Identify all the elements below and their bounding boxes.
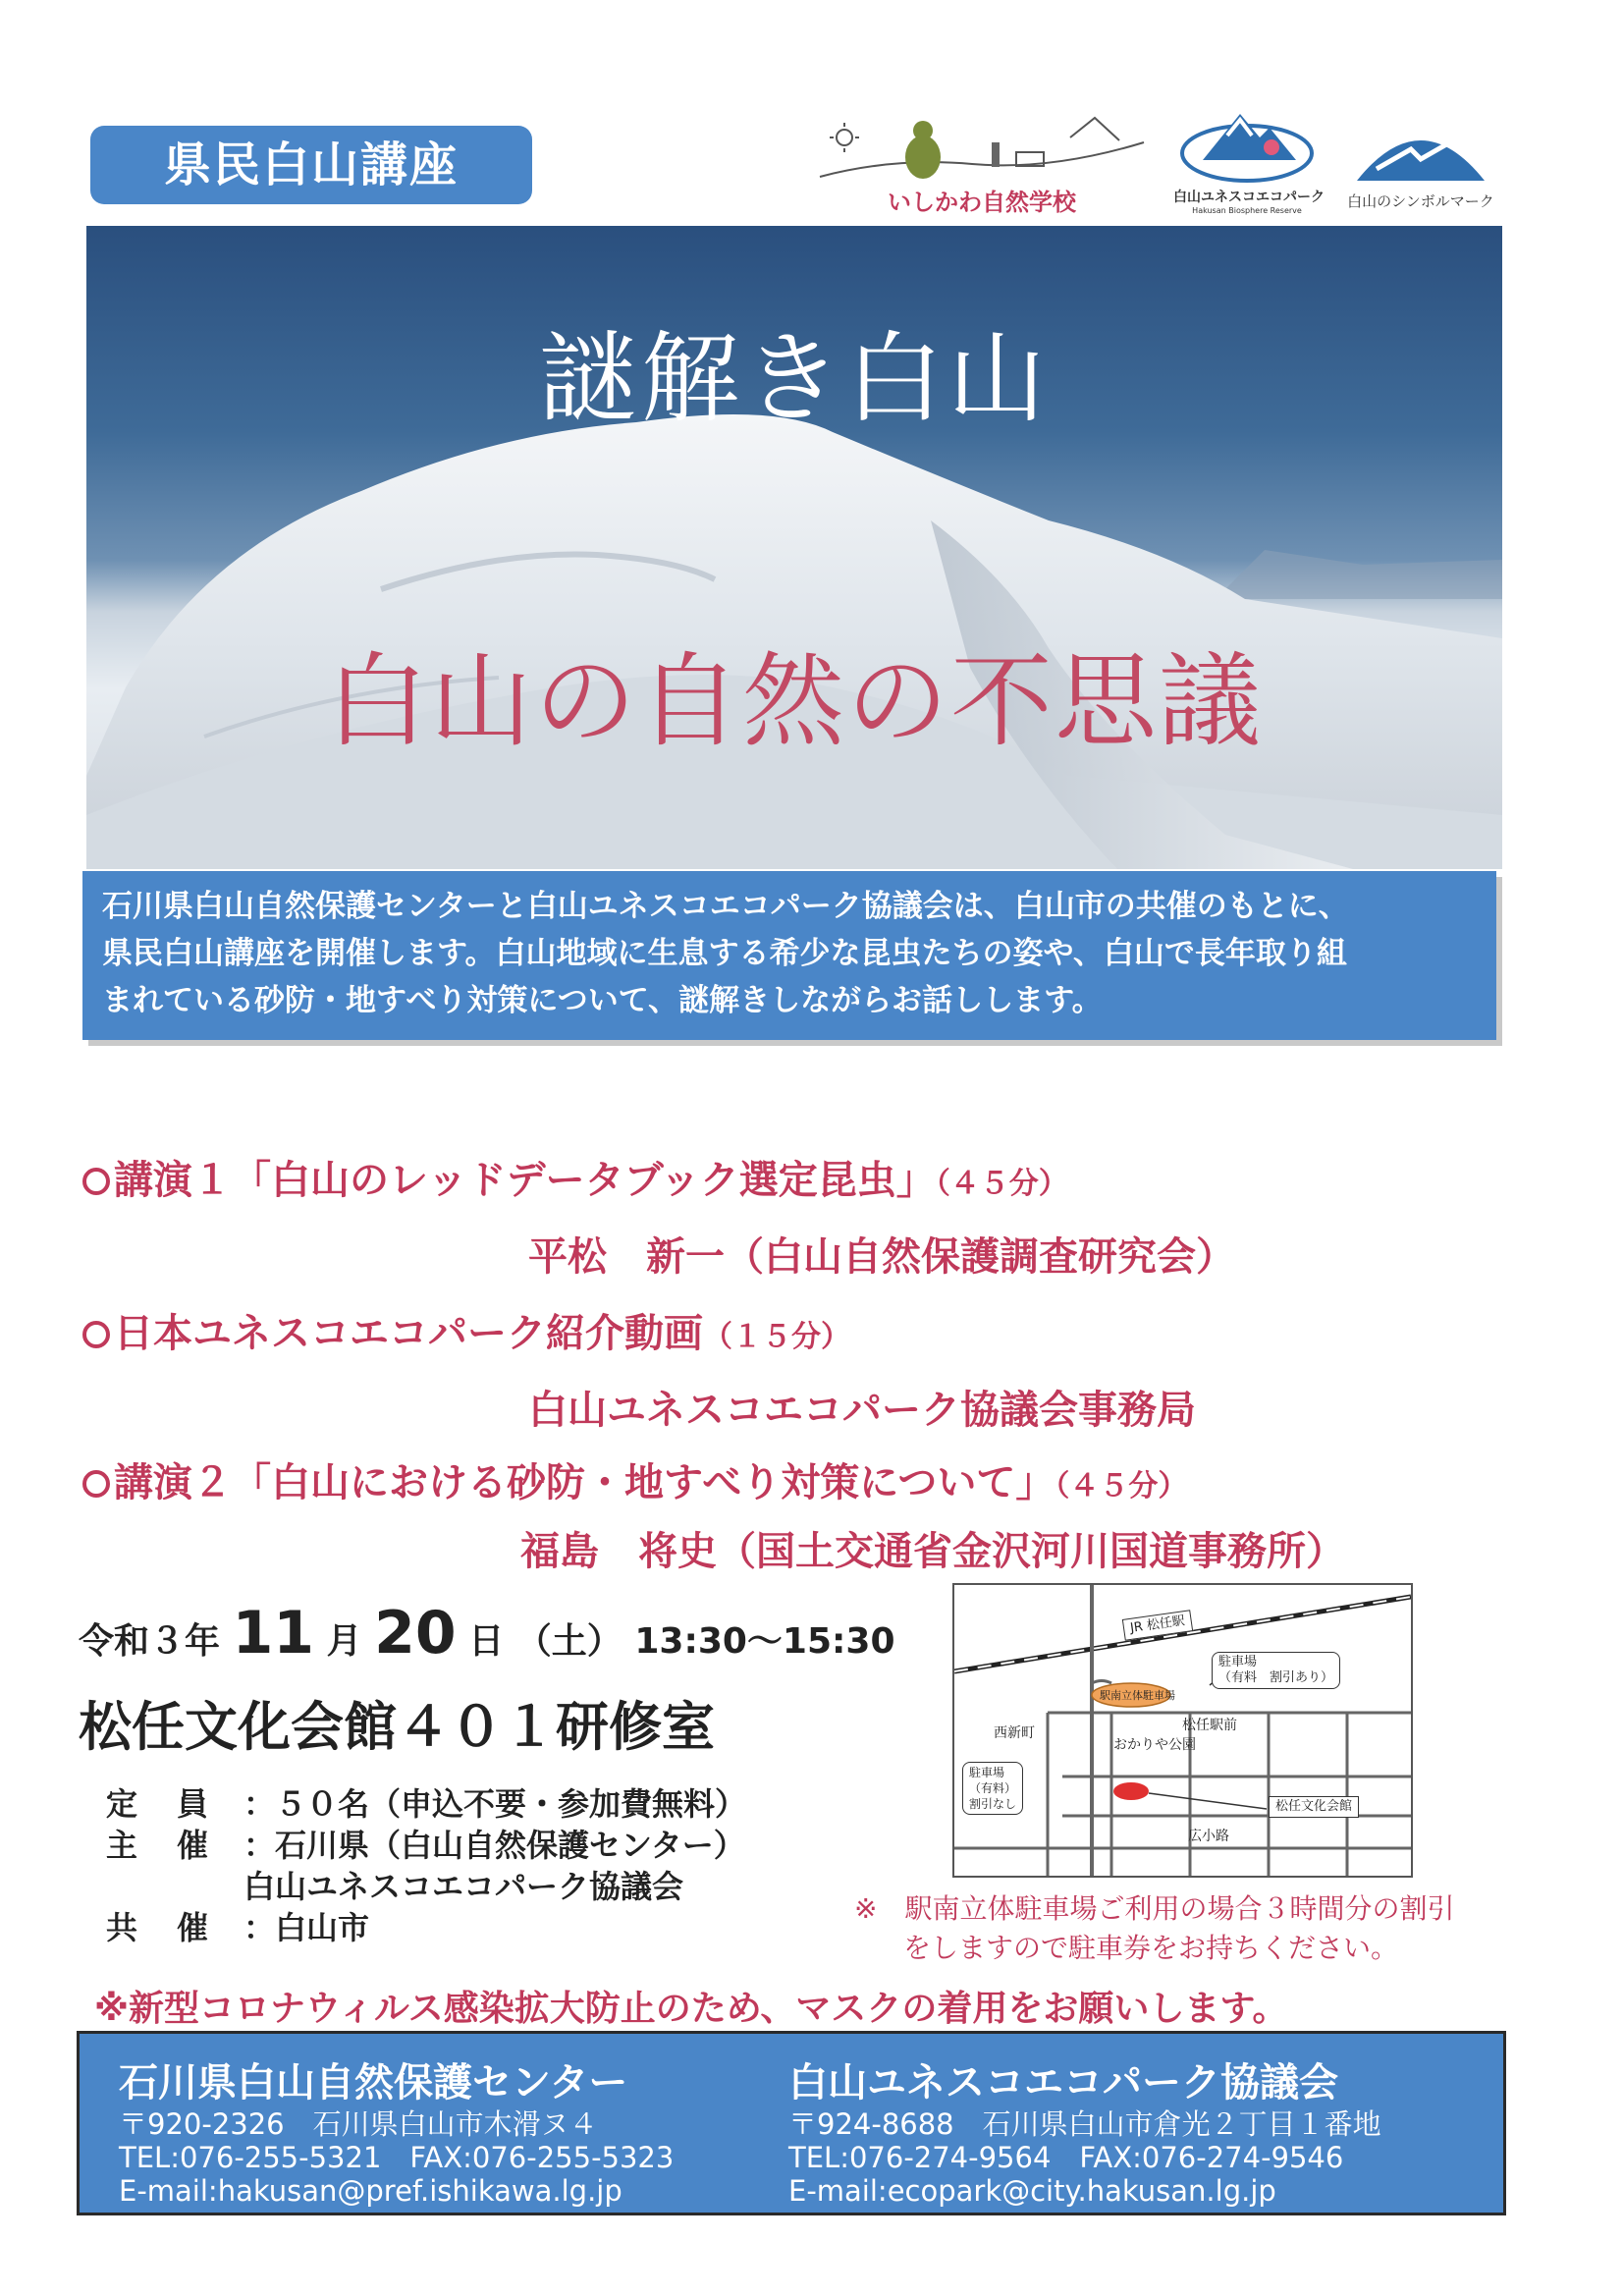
parking-note-1: ※ 駅南立体駐車場ご利用の場合３時間分の割引: [854, 1892, 1455, 1925]
program-duration-1: （４５分）: [935, 1167, 1068, 1201]
program-speaker-1: 平松 新一（白山自然保護調査研究会）: [528, 1234, 1235, 1280]
map-station-label: JR 松任駅: [1122, 1610, 1193, 1641]
map-hirokoji: 広小路: [1188, 1829, 1229, 1844]
event-date: [79, 1599, 895, 1667]
nature-school-logo-text: いしかわ自然学校: [888, 189, 1076, 216]
organizer-value: ：石川県（白山自然保護センター）: [243, 1827, 745, 1864]
access-map: [952, 1583, 1413, 1878]
cohost-value: ：白山市: [243, 1909, 370, 1946]
contact-right-tel-fax: TEL:076-274-9564 FAX:076-274-9546: [788, 2141, 1344, 2174]
organizer-label: 主催: [106, 1827, 248, 1864]
program-title-3: 講演２「白山における砂防・地すべり対策について」: [114, 1460, 1055, 1505]
program-speaker-2: 白山ユネスコエコパーク協議会事務局: [528, 1388, 1196, 1433]
capacity-label: 定員: [106, 1785, 248, 1823]
capacity-row: [106, 1779, 746, 1825]
ecopark-logo-text: 白山ユネスコエコパーク: [1173, 190, 1325, 205]
contact-right: [788, 2051, 1381, 2208]
nature-school-illustration-icon: [815, 103, 1149, 187]
map-paid-parking: [1212, 1652, 1340, 1689]
contact-left-email[interactable]: E-mail:hakusan@pref.ishikawa.lg.jp: [119, 2174, 622, 2208]
program-item-3: [82, 1451, 1187, 1507]
map-south-parking: 駅南立体駐車場: [1100, 1689, 1175, 1702]
intro-text: [102, 883, 1477, 1024]
contact-right-address: 〒924-8688 石川県白山市倉光２丁目１番地: [788, 2107, 1381, 2141]
event-day: 20: [374, 1599, 457, 1667]
event-day-unit: 日: [468, 1621, 505, 1662]
hakusan-ecopark-logo: [1173, 106, 1325, 215]
series-badge: 県民白山講座: [90, 126, 532, 204]
program-title-2: 日本ユネスコエコパーク紹介動画: [114, 1311, 703, 1356]
event-weekday: （土）: [515, 1621, 622, 1662]
program-item-1: [82, 1149, 1068, 1205]
capacity-value: ：５０名（申込不要・参加費無料）: [243, 1785, 747, 1823]
event-era: 令和３年: [79, 1621, 221, 1662]
contact-left-address: 〒920-2326 石川県白山市木滑ヌ４: [119, 2107, 598, 2141]
map-station-front: 松任駅前: [1182, 1718, 1237, 1733]
intro-line-1: 石川県白山自然保護センターと白山ユネスコエコパーク協議会は、白山市の共催のもとに、: [102, 889, 1349, 924]
map-free-parking: [962, 1762, 1023, 1815]
organizer-row: [106, 1821, 745, 1866]
hero-subtitle: 白山の自然の不思議: [325, 641, 1263, 761]
program-duration-2: （１５分）: [703, 1320, 850, 1354]
cohost-row: [106, 1903, 369, 1948]
intro-line-3: まれている砂防・地すべり対策について、謎解きしながらお話しします。: [102, 983, 1103, 1018]
hero-image: [86, 226, 1502, 869]
parking-note-2: をしますので駐車券をお持ちください。: [903, 1932, 1399, 1964]
map-free-parking-note2: 割引なし: [969, 1797, 1017, 1811]
organizer-value-2: 白山ユネスコエコパーク協議会: [243, 1868, 684, 1905]
program-duration-3: （４５分）: [1055, 1469, 1188, 1503]
event-month-unit: 月: [326, 1621, 362, 1662]
ishikawa-nature-school-logo: [815, 103, 1149, 216]
circle-bullet-icon: [82, 1168, 110, 1195]
ecopark-mountain-icon: [1173, 106, 1321, 183]
contact-left-tel-fax: TEL:076-255-5321 FAX:076-255-5323: [119, 2141, 675, 2174]
event-month: 11: [232, 1599, 315, 1667]
map-free-parking-label: 駐車場: [969, 1766, 1005, 1779]
circle-bullet-icon: [82, 1321, 110, 1348]
hero-title: 謎解き白山: [539, 321, 1050, 436]
map-okariya-park: おかりや公園: [1113, 1737, 1196, 1753]
program-speaker-3: 福島 将史（国土交通省金沢河川国道事務所）: [520, 1529, 1345, 1574]
map-free-parking-note1: （有料）: [969, 1781, 1017, 1795]
intro-line-2: 県民白山講座を開催します。白山地域に生息する希少な昆虫たちの姿や、白山で長年取り組: [102, 936, 1347, 971]
map-paid-parking-label: 駐車場: [1218, 1655, 1258, 1669]
intro-box: [82, 871, 1496, 1040]
circle-bullet-icon: [82, 1470, 110, 1498]
covid-notice: ※新型コロナウィルス感染拡大防止のため、マスクの着用をお願いします。: [94, 1989, 1288, 2029]
event-venue: 松任文化会館４０１研修室: [79, 1696, 715, 1758]
event-time: 13:30～15:30: [634, 1621, 895, 1662]
cohost-label: 共催: [106, 1909, 248, 1946]
ecopark-logo-subtext: Hakusan Biosphere Reserve: [1192, 206, 1302, 215]
map-nishi-shinmachi: 西新町: [994, 1725, 1035, 1741]
contact-footer: [77, 2031, 1506, 2215]
program-title-1: 講演１「白山のレッドデータブック選定昆虫」: [114, 1158, 936, 1203]
symbol-mark-text: 白山のシンボルマーク: [1347, 192, 1494, 210]
program-item-2: [82, 1302, 850, 1358]
hakusan-symbol-logo: [1337, 110, 1504, 213]
contact-right-email[interactable]: E-mail:ecopark@city.hakusan.lg.jp: [788, 2174, 1276, 2208]
map-paid-parking-note: （有料 割引あり）: [1218, 1670, 1334, 1685]
contact-left-org: 石川県白山自然保護センター: [119, 2060, 628, 2105]
map-hall-label: 松任文化会館: [1269, 1796, 1359, 1818]
contact-right-org: 白山ユネスコエコパーク協議会: [788, 2060, 1338, 2105]
hakusan-symbol-mark-icon: [1337, 110, 1504, 187]
contact-left: [119, 2051, 674, 2208]
